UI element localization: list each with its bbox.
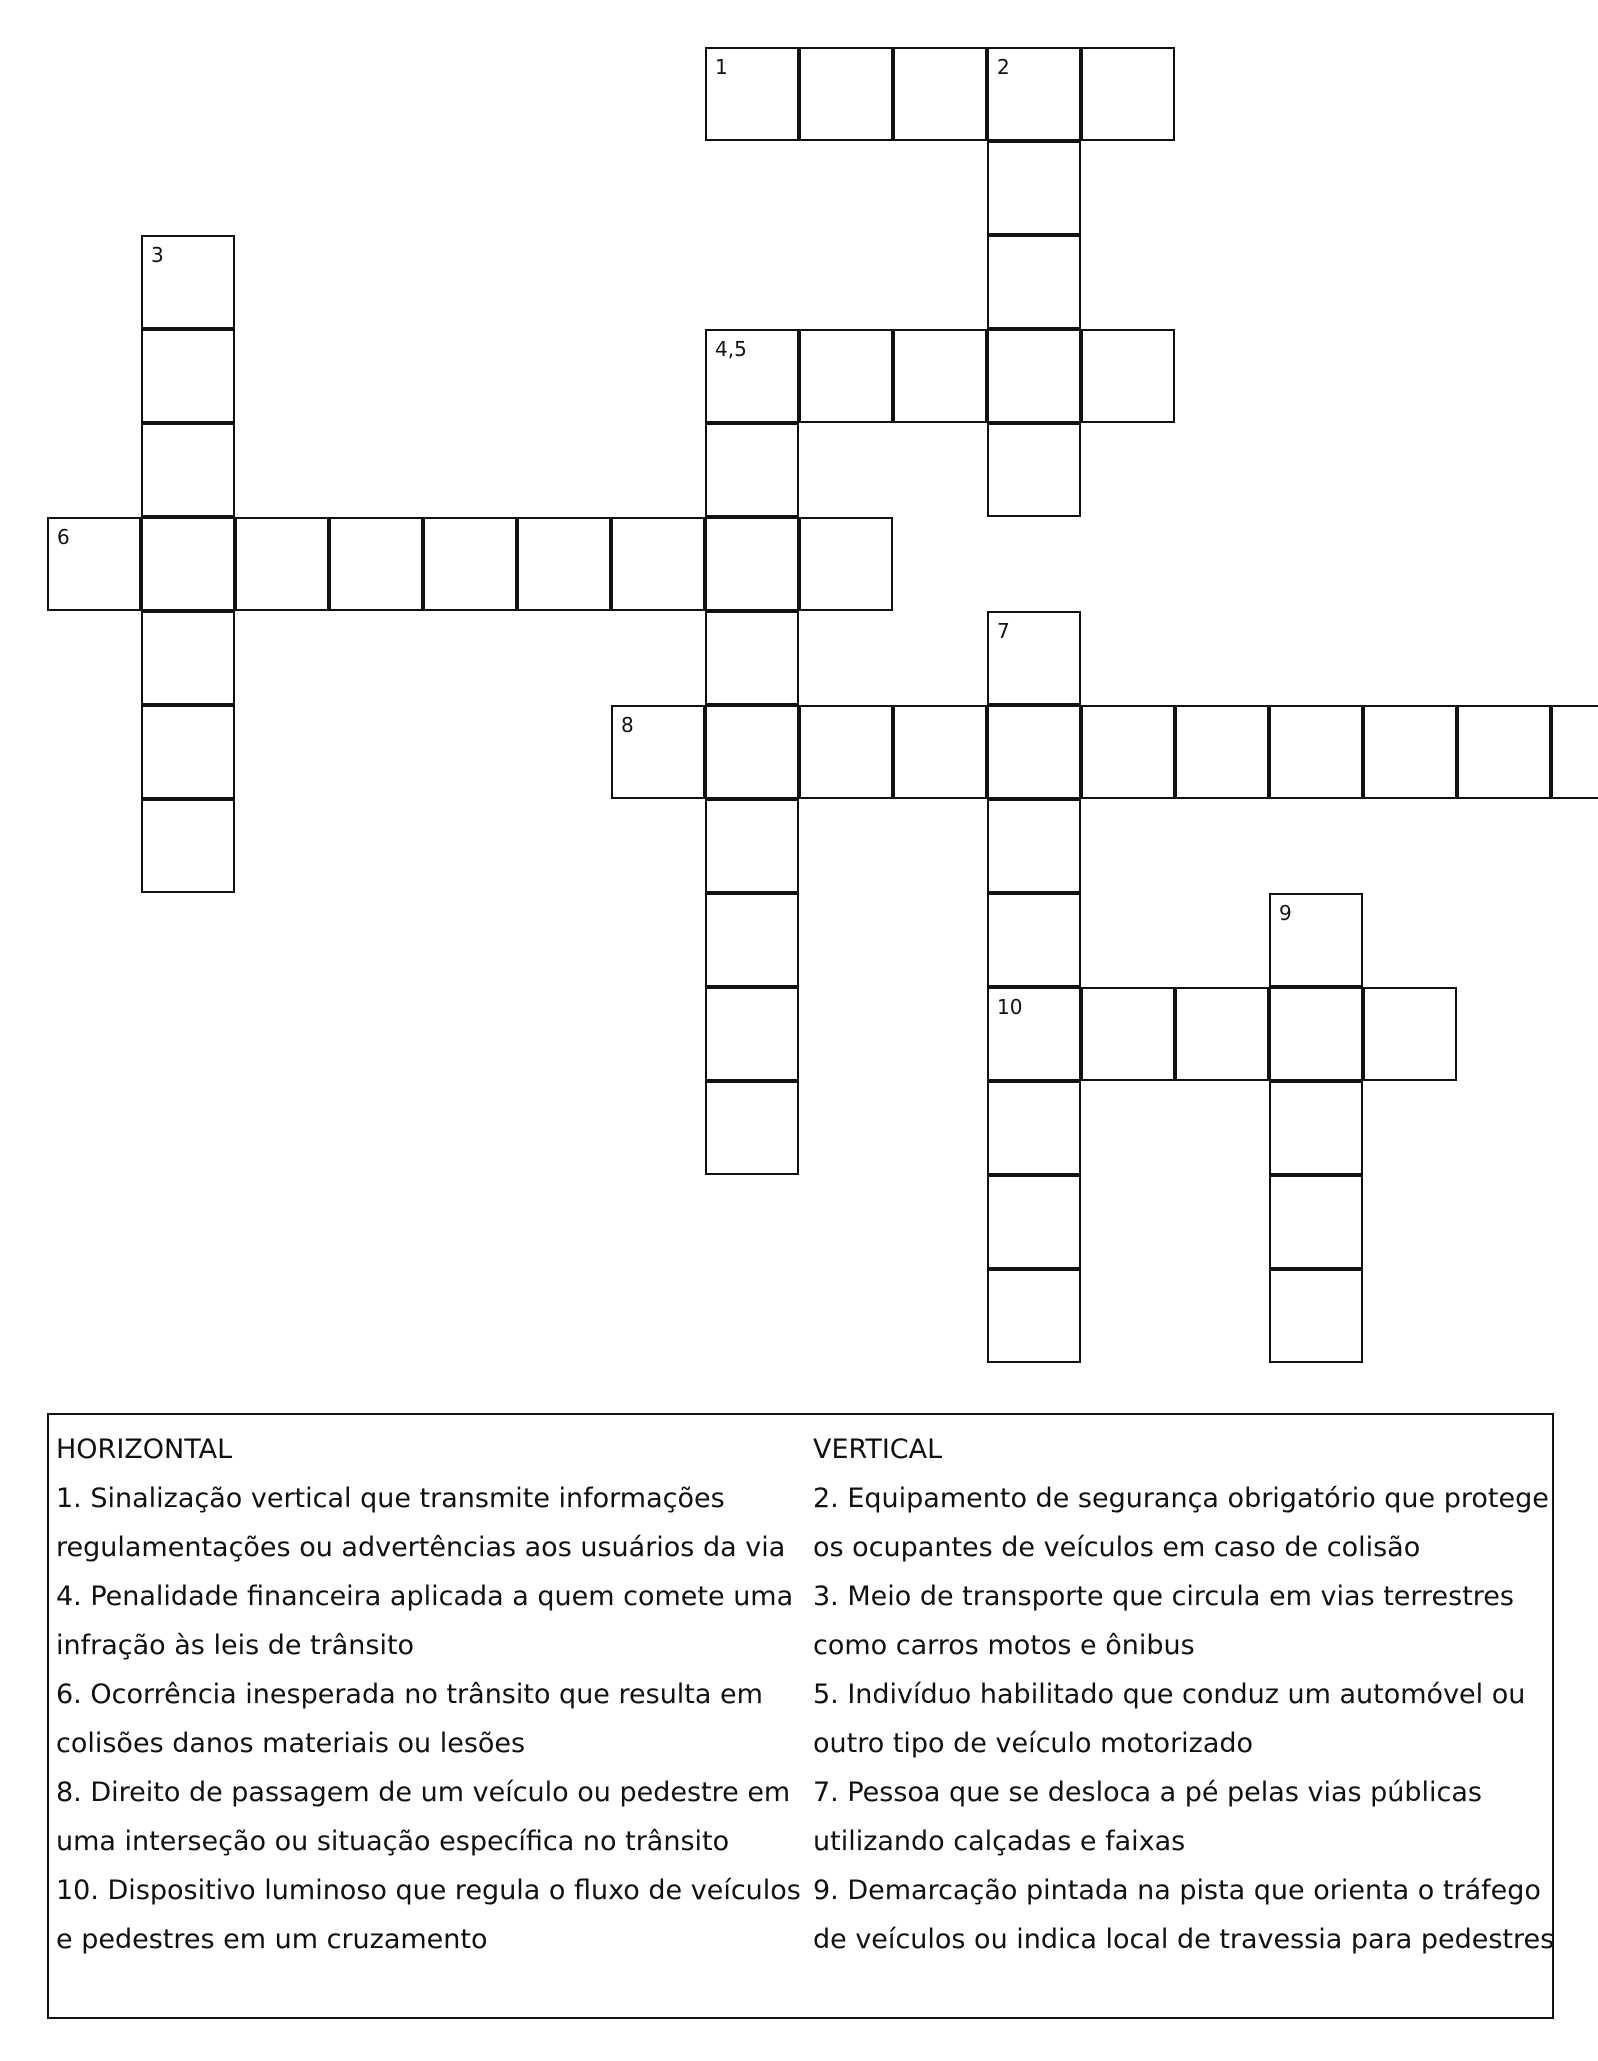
crossword-cell[interactable] <box>141 517 235 611</box>
crossword-cell[interactable] <box>1081 329 1175 423</box>
crossword-cell[interactable] <box>893 705 987 799</box>
crossword-cell[interactable] <box>987 1175 1081 1269</box>
clue-number: 7 <box>997 619 1010 643</box>
crossword-cell[interactable] <box>1363 987 1457 1081</box>
crossword-cell[interactable] <box>141 611 235 705</box>
crossword-cell[interactable] <box>799 47 893 141</box>
clue-line: 5. Indivíduo habilitado que conduz um automóvel ou <box>813 1679 1526 1710</box>
clue-line: utilizando calçadas e faixas <box>813 1826 1186 1857</box>
crossword-cell-4-5[interactable] <box>705 329 799 423</box>
clue-line: como carros motos e ônibus <box>813 1630 1195 1661</box>
vertical-clues <box>813 1425 1563 1964</box>
clue-line: 8. Direito de passagem de um veículo ou pedestre em <box>56 1777 791 1808</box>
crossword-cell[interactable] <box>1175 987 1269 1081</box>
crossword-cell[interactable] <box>987 1081 1081 1175</box>
clue-number: 1 <box>715 55 728 79</box>
clue-line: infração às leis de trânsito <box>56 1630 415 1661</box>
crossword-cell-9[interactable] <box>1269 893 1363 987</box>
crossword-cell[interactable] <box>705 893 799 987</box>
crossword-cell[interactable] <box>799 705 893 799</box>
crossword-cell[interactable] <box>1269 1269 1363 1363</box>
crossword-cell[interactable] <box>799 517 893 611</box>
crossword-cell[interactable] <box>705 705 799 799</box>
clue-number: 3 <box>151 243 164 267</box>
clue-line: colisões danos materiais ou lesões <box>56 1728 526 1759</box>
clue-number: 10 <box>997 995 1023 1019</box>
clue-number: 8 <box>621 713 634 737</box>
crossword-cell[interactable] <box>987 705 1081 799</box>
clue-line: 2. Equipamento de segurança obrigatório que protege <box>813 1483 1549 1514</box>
crossword-cell[interactable] <box>141 799 235 893</box>
crossword-cell[interactable] <box>987 423 1081 517</box>
clue-line: regulamentações ou advertências aos usuários da via <box>56 1532 786 1563</box>
clue-line: 4. Penalidade financeira aplicada a quem comete uma <box>56 1581 794 1612</box>
crossword-cell-8[interactable] <box>611 705 705 799</box>
clue-line: os ocupantes de veículos em caso de colisão <box>813 1532 1421 1563</box>
crossword-cell-10[interactable] <box>987 987 1081 1081</box>
crossword-cell[interactable] <box>1269 1081 1363 1175</box>
crossword-cell[interactable] <box>1081 987 1175 1081</box>
crossword-cell-7[interactable] <box>987 611 1081 705</box>
crossword-cell[interactable] <box>235 517 329 611</box>
clue-number: 2 <box>997 55 1010 79</box>
crossword-cell[interactable] <box>987 141 1081 235</box>
crossword-cell[interactable] <box>987 329 1081 423</box>
crossword-cell[interactable] <box>705 1081 799 1175</box>
clue-line: e pedestres em um cruzamento <box>56 1924 488 1955</box>
crossword-cell[interactable] <box>987 235 1081 329</box>
crossword-cell[interactable] <box>1269 987 1363 1081</box>
crossword-cell-2[interactable] <box>987 47 1081 141</box>
crossword-cell[interactable] <box>517 517 611 611</box>
crossword-cell[interactable] <box>1175 705 1269 799</box>
vertical-heading: VERTICAL <box>813 1434 943 1465</box>
crossword-cell[interactable] <box>141 705 235 799</box>
crossword-cell[interactable] <box>1269 1175 1363 1269</box>
crossword-cell[interactable] <box>611 517 705 611</box>
crossword-cell[interactable] <box>1363 705 1457 799</box>
clue-line: 1. Sinalização vertical que transmite informações <box>56 1483 725 1514</box>
crossword-cell[interactable] <box>705 423 799 517</box>
crossword-cell-6[interactable] <box>47 517 141 611</box>
clue-line: 9. Demarcação pintada na pista que orienta o tráfego <box>813 1875 1541 1906</box>
crossword-cell[interactable] <box>423 517 517 611</box>
crossword-cell[interactable] <box>1081 705 1175 799</box>
crossword-cell[interactable] <box>705 799 799 893</box>
crossword-cell[interactable] <box>141 423 235 517</box>
crossword-cell[interactable] <box>1269 705 1363 799</box>
clue-line: outro tipo de veículo motorizado <box>813 1728 1254 1759</box>
crossword-cell[interactable] <box>987 799 1081 893</box>
clue-line: 3. Meio de transporte que circula em vias terrestres <box>813 1581 1514 1612</box>
crossword-cell[interactable] <box>705 987 799 1081</box>
clue-number: 9 <box>1279 901 1292 925</box>
horizontal-clues <box>56 1425 806 1964</box>
clue-number: 6 <box>57 525 70 549</box>
clues-box <box>47 1413 1554 2019</box>
crossword-cell[interactable] <box>705 611 799 705</box>
clue-line: uma interseção ou situação específica no trânsito <box>56 1826 730 1857</box>
clue-line: 6. Ocorrência inesperada no trânsito que resulta em <box>56 1679 763 1710</box>
crossword-cell-1[interactable] <box>705 47 799 141</box>
crossword-cell[interactable] <box>1551 705 1598 799</box>
crossword-cell[interactable] <box>329 517 423 611</box>
crossword-cell[interactable] <box>1081 47 1175 141</box>
horizontal-heading: HORIZONTAL <box>56 1434 233 1465</box>
crossword-cell[interactable] <box>799 329 893 423</box>
crossword-cell[interactable] <box>893 47 987 141</box>
crossword-cell[interactable] <box>987 893 1081 987</box>
clue-line: de veículos ou indica local de travessia para pedestres <box>813 1924 1555 1955</box>
clue-number: 4,5 <box>715 337 747 361</box>
crossword-cell[interactable] <box>987 1269 1081 1363</box>
crossword-cell[interactable] <box>141 329 235 423</box>
clue-line: 7. Pessoa que se desloca a pé pelas vias públicas <box>813 1777 1483 1808</box>
crossword-cell[interactable] <box>705 517 799 611</box>
crossword-cell[interactable] <box>1457 705 1551 799</box>
clue-line: 10. Dispositivo luminoso que regula o fluxo de veículos <box>56 1875 801 1906</box>
crossword-cell[interactable] <box>893 329 987 423</box>
crossword-cell-3[interactable] <box>141 235 235 329</box>
